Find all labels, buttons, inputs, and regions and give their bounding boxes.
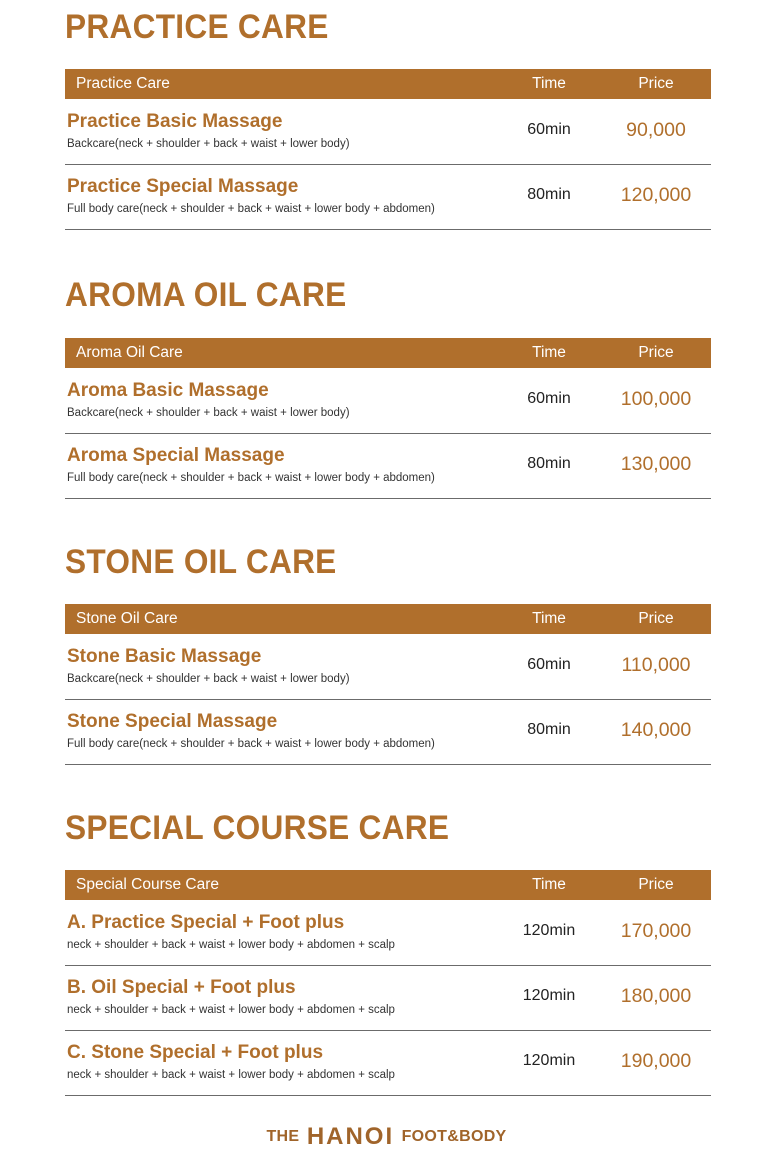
table-row: Aroma Special Massage Full body care(neck + shoulder + back + waist + lower body + abdomen) 80min 130,000 — [65, 434, 711, 499]
header-name: Special Course Care — [76, 876, 220, 893]
service-description: Backcare(neck + shoulder + back + waist + lower body) — [67, 407, 350, 419]
section-title: STONE OIL CARE — [65, 543, 337, 581]
table-row: A. Practice Special + Foot plus neck + shoulder + back + waist + lower body + abdomen + scalp 120min 170,000 — [65, 901, 711, 966]
header-name: Aroma Oil Care — [76, 344, 183, 361]
table-header: Stone Oil Care Time Price — [65, 604, 711, 634]
service-name: B. Oil Special + Foot plus — [67, 977, 296, 998]
service-description: Full body care(neck + shoulder + back + waist + lower body + abdomen) — [67, 738, 435, 750]
logo-suffix: FOOT&BODY — [401, 1128, 507, 1145]
service-name: Aroma Basic Massage — [67, 380, 269, 401]
service-description: neck + shoulder + back + waist + lower body + abdomen + scalp — [67, 1004, 395, 1016]
table-row: Aroma Basic Massage Backcare(neck + shoulder + back + waist + lower body) 60min 100,000 — [65, 369, 711, 434]
table-header: Aroma Oil Care Time Price — [65, 338, 711, 368]
section-title: SPECIAL COURSE CARE — [65, 809, 450, 847]
section-title: PRACTICE CARE — [65, 8, 329, 46]
service-description: Full body care(neck + shoulder + back + waist + lower body + abdomen) — [67, 203, 435, 215]
service-description: neck + shoulder + back + waist + lower body + abdomen + scalp — [67, 939, 395, 951]
service-name: Stone Basic Massage — [67, 646, 262, 667]
service-description: Backcare(neck + shoulder + back + waist + lower body) — [67, 138, 350, 150]
brand-logo — [0, 1123, 773, 1151]
header-name: Practice Care — [76, 75, 170, 92]
service-description: neck + shoulder + back + waist + lower body + abdomen + scalp — [67, 1069, 395, 1081]
section-title: AROMA OIL CARE — [65, 276, 347, 314]
table-row: B. Oil Special + Foot plus neck + shoulder + back + waist + lower body + abdomen + scalp 120min 180,000 — [65, 966, 711, 1031]
service-description: Full body care(neck + shoulder + back + waist + lower body + abdomen) — [67, 472, 435, 484]
logo-prefix: THE — [266, 1128, 300, 1145]
service-name: Aroma Special Massage — [67, 445, 285, 466]
service-name: Stone Special Massage — [67, 711, 278, 732]
service-name: Practice Basic Massage — [67, 111, 283, 132]
service-name: A. Practice Special + Foot plus — [67, 912, 345, 933]
table-header: Practice Care Time Price — [65, 69, 711, 99]
service-name: C. Stone Special + Foot plus — [67, 1042, 324, 1063]
table-header: Special Course Care Time Price — [65, 870, 711, 900]
service-name: Practice Special Massage — [67, 176, 299, 197]
header-name: Stone Oil Care — [76, 610, 178, 627]
table-row: Practice Special Massage Full body care(neck + shoulder + back + waist + lower body + abdomen) 80min 120,000 — [65, 165, 711, 230]
table-row: Stone Special Massage Full body care(neck + shoulder + back + waist + lower body + abdomen) 80min 140,000 — [65, 700, 711, 765]
table-row: C. Stone Special + Foot plus neck + shoulder + back + waist + lower body + abdomen + scalp 120min 190,000 — [65, 1031, 711, 1096]
service-description: Backcare(neck + shoulder + back + waist + lower body) — [67, 673, 350, 685]
table-row: Stone Basic Massage Backcare(neck + shoulder + back + waist + lower body) 60min 110,000 — [65, 635, 711, 700]
table-row: Practice Basic Massage Backcare(neck + shoulder + back + waist + lower body) 60min 90,000 — [65, 100, 711, 165]
logo-brand: HANOI — [306, 1123, 395, 1150]
